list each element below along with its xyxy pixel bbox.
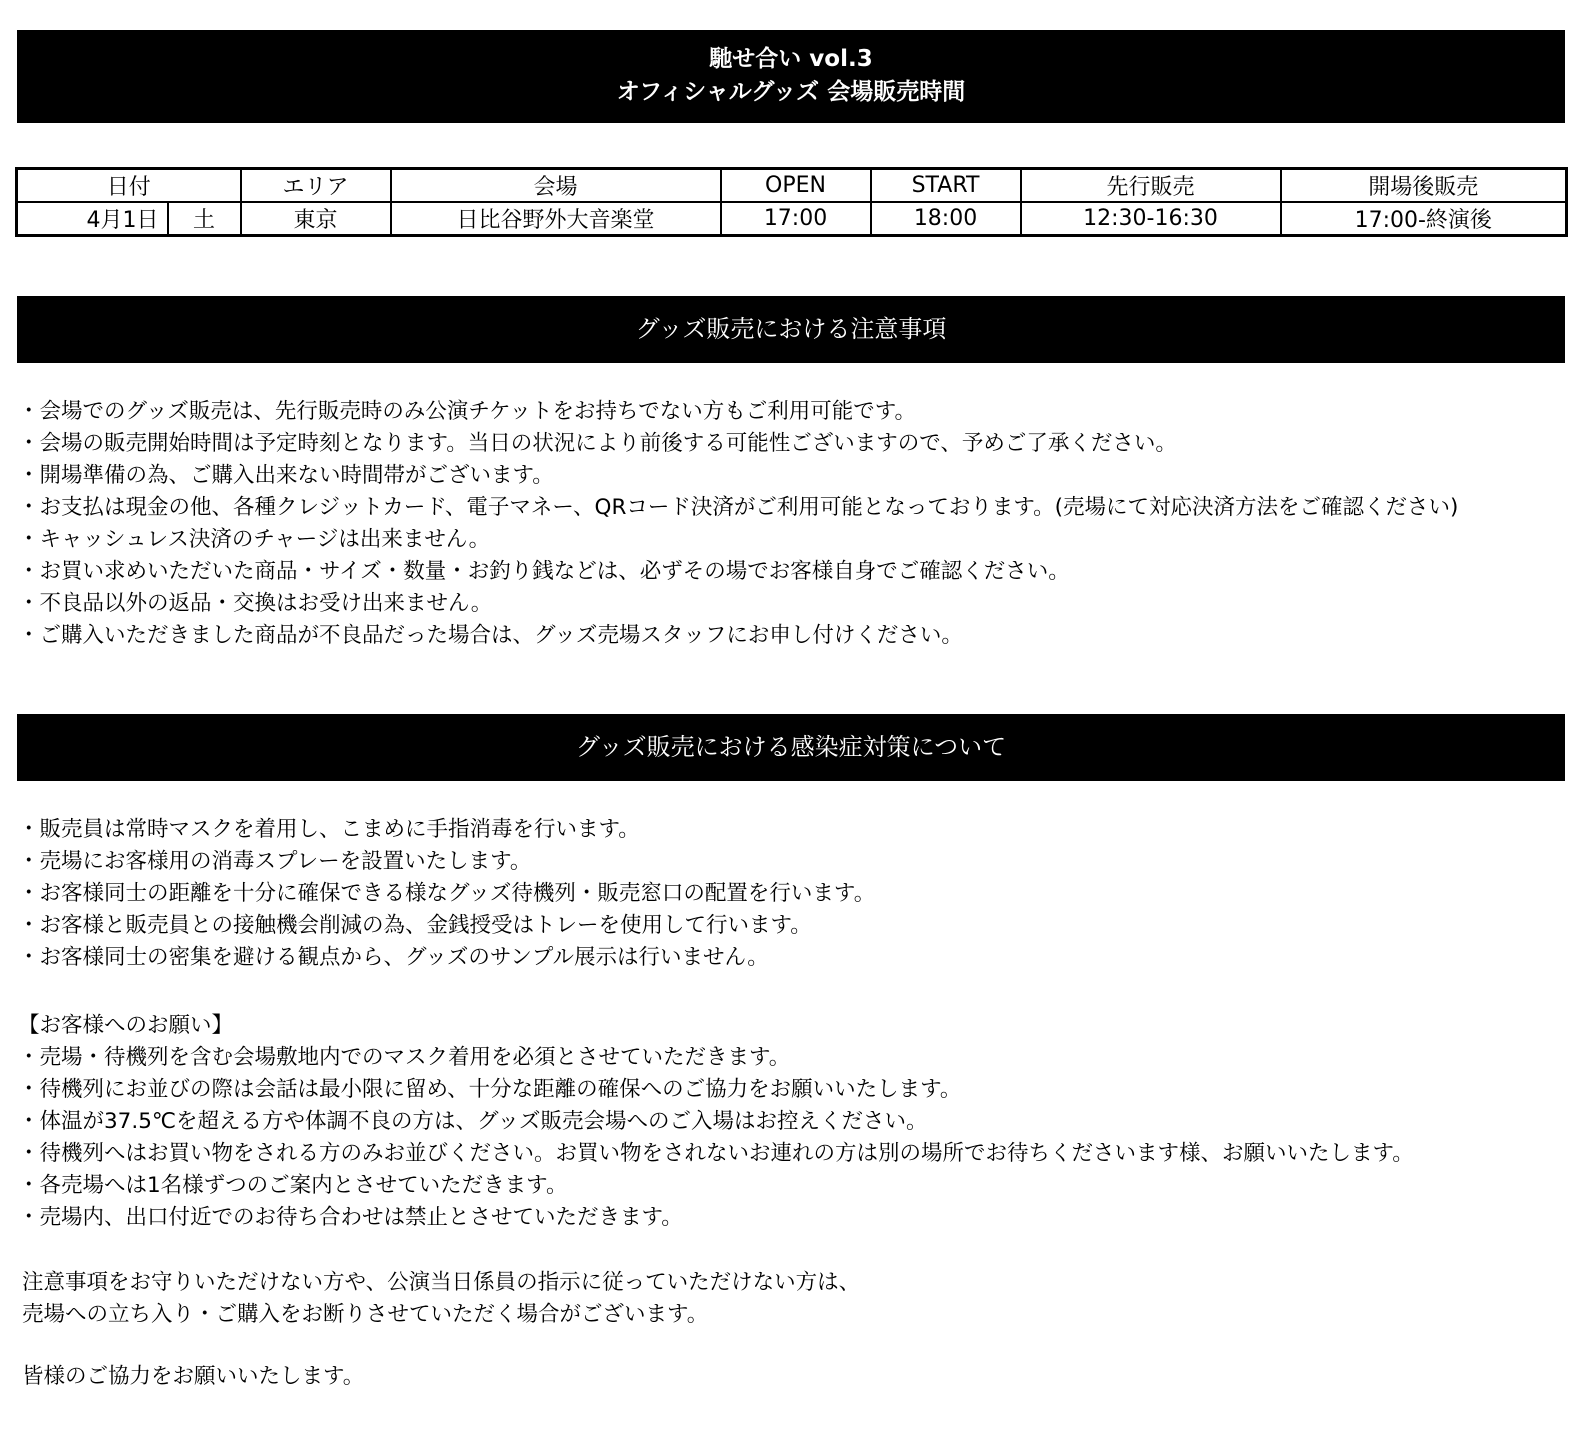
list-item: ・キャッシュレス決済のチャージは出来ません。 <box>18 527 491 552</box>
list-item: ・お客様と販売員との接触機会削減の為、金銭授受はトレーを使用して行います。 <box>18 913 812 938</box>
list-item: ・各売場へは1名様ずつのご案内とさせていただきます。 <box>18 1173 568 1198</box>
column-header-presale: 先行販売 <box>1021 169 1281 203</box>
presale-cell: 12:30-16:30 <box>1021 202 1281 236</box>
list-item: ・お客様同士の距離を十分に確保できる様なグッズ待機列・販売窓口の配置を行います。 <box>18 881 876 906</box>
column-header-start: START <box>871 169 1021 203</box>
list-item: ・不良品以外の返品・交換はお受け出来ません。 <box>18 591 493 616</box>
closing-line: 売場への立ち入り・ご購入をお断りさせていただく場合がございます。 <box>22 1302 709 1327</box>
list-item: ・売場・待機列を含む会場敷地内でのマスク着用を必須とさせていただきます。 <box>18 1045 791 1070</box>
column-header-area: エリア <box>241 169 391 203</box>
closing-notice <box>22 1267 860 1331</box>
venue-cell: 日比谷野外大音楽堂 <box>391 202 721 236</box>
list-item: ・開場準備の為、ご購入出来ない時間帯がございます。 <box>18 463 554 488</box>
weekday-cell: 土 <box>168 202 241 236</box>
thanks-message: 皆様のご協力をお願いいたします。 <box>22 1364 365 1389</box>
open-time-cell: 17:00 <box>721 202 871 236</box>
start-time-cell: 18:00 <box>871 202 1021 236</box>
list-item: ・売場内、出口付近でのお待ち合わせは禁止とさせていただきます。 <box>18 1205 683 1230</box>
notes-list <box>18 396 1458 652</box>
request-list <box>18 1010 1414 1234</box>
column-header-after-open-sale: 開場後販売 <box>1281 169 1567 203</box>
event-title: 馳せ合い vol.3 <box>709 46 873 72</box>
list-item: ・お買い求めいただいた商品・サイズ・数量・お釣り銭などは、必ずその場でお客様自身でご確認ください。 <box>18 559 1070 584</box>
column-header-open: OPEN <box>721 169 871 203</box>
closing-line: 注意事項をお守りいただけない方や、公演当日係員の指示に従っていただけない方は、 <box>22 1270 861 1295</box>
page-title: オフィシャルグッズ 会場販売時間 <box>616 79 966 105</box>
list-item: ・お支払は現金の他、各種クレジットカード、電子マネー、QRコード決済がご利用可能となっております。(売場にて対応決済方法をご確認ください) <box>18 495 1459 520</box>
infection-list <box>18 814 875 974</box>
date-cell: 4月1日 <box>17 202 168 236</box>
list-item: ・会場の販売開始時間は予定時刻となります。当日の状況により前後する可能性ございますので、予めご了承ください。 <box>18 431 1177 456</box>
list-item: ・売場にお客様用の消毒スプレーを設置いたします。 <box>18 849 532 874</box>
list-item: ・待機列へはお買い物をされる方のみお並びください。お買い物をされないお連れの方は別の場所でお待ちくださいます様、お願いいたします。 <box>18 1141 1414 1166</box>
notes-heading: グッズ販売における注意事項 <box>17 296 1565 363</box>
after-open-sale-cell: 17:00-終演後 <box>1281 202 1567 236</box>
column-header-date: 日付 <box>17 169 241 203</box>
list-item: ・販売員は常時マスクを着用し、こまめに手指消毒を行います。 <box>18 817 640 842</box>
title-banner <box>17 30 1565 123</box>
list-item: ・体温が37.5℃を超える方や体調不良の方は、グッズ販売会場へのご入場はお控えください。 <box>18 1109 928 1134</box>
column-header-venue: 会場 <box>391 169 721 203</box>
list-item: ・ご購入いただきました商品が不良品だった場合は、グッズ売場スタッフにお申し付けください。 <box>18 623 963 648</box>
area-cell: 東京 <box>241 202 391 236</box>
list-item: ・お客様同士の密集を避ける観点から、グッズのサンプル展示は行いません。 <box>18 945 769 970</box>
schedule-table <box>15 167 1568 237</box>
table-row <box>17 202 1567 236</box>
table-header-row <box>17 169 1567 203</box>
infection-heading: グッズ販売における感染症対策について <box>17 714 1565 781</box>
list-item: ・待機列にお並びの際は会話は最小限に留め、十分な距離の確保へのご協力をお願いいたします。 <box>18 1077 962 1102</box>
list-item: ・会場でのグッズ販売は、先行販売時のみ公演チケットをお持ちでない方もご利用可能です。 <box>18 399 917 424</box>
request-heading: 【お客様へのお願い】 <box>18 1013 234 1038</box>
